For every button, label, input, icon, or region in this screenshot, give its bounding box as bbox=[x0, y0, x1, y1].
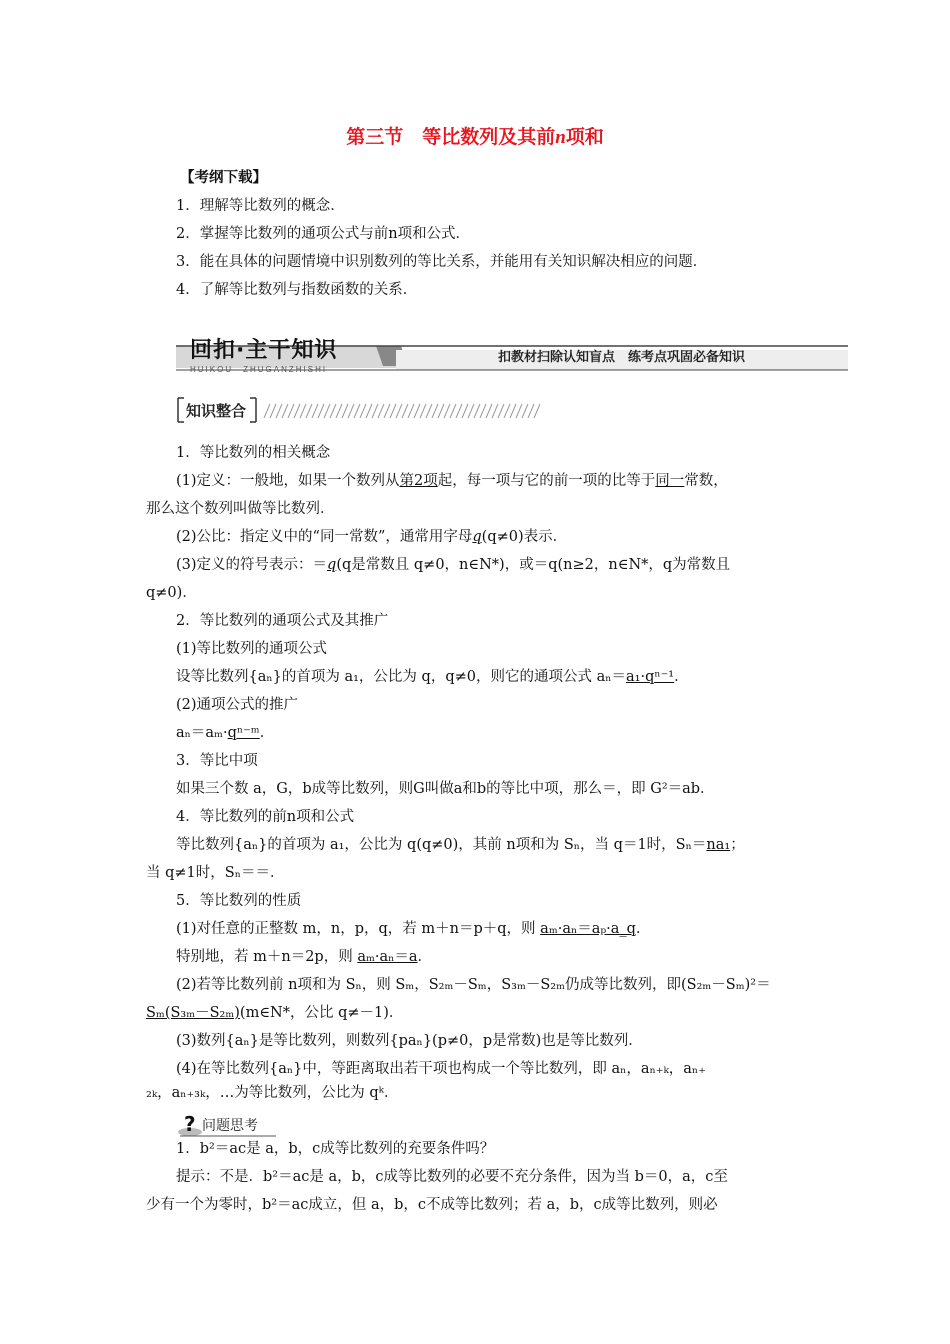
ratio-line bbox=[176, 527, 567, 547]
question-think-label bbox=[176, 1112, 286, 1142]
symbol-line-2: q≠0)． bbox=[146, 585, 197, 601]
outline-heading: 【考纲下载】 bbox=[180, 170, 267, 186]
general-term-blank: a₁·qⁿ⁻¹ bbox=[626, 669, 675, 685]
general-term-line bbox=[176, 667, 689, 687]
page-title bbox=[0, 122, 950, 149]
outline-item-2: 2．掌握等比数列的通项公式与前n项和公式． bbox=[176, 226, 471, 242]
def-line-2: 那么这个数列叫做等比数列． bbox=[146, 501, 335, 517]
property-1-special bbox=[176, 947, 432, 967]
section-4-heading: 4．等比数列的前n项和公式 bbox=[176, 809, 355, 825]
general-term-end: ． bbox=[674, 669, 689, 685]
def-text-b: 起，每一项与它的前一项的比等于 bbox=[437, 473, 656, 489]
knowledge-integration-label bbox=[176, 396, 546, 428]
property-1-text: (1)对任意的正整数 m，n，p，q，若 m＋n＝p＋q，则 bbox=[176, 921, 541, 937]
section-3-heading: 3．等比中项 bbox=[176, 753, 258, 769]
title-text-2: 项和 bbox=[565, 126, 604, 148]
svg-text:?: ? bbox=[184, 1112, 196, 1136]
property-2-end: (m∈N*，公比 q≠－1)． bbox=[239, 1005, 404, 1021]
question-1: 1．b²＝ac是 a，b，c成等比数列的充要条件吗？ bbox=[176, 1141, 495, 1157]
title-text-1: 第三节 等比数列及其前 bbox=[346, 126, 556, 148]
property-2-line-1: (2)若等比数列前 n项和为 Sₙ，则 Sₘ，S₂ₘ－Sₘ，S₃ₘ－S₂ₘ仍成等比数列，即(S₂ₘ－Sₘ)²＝ bbox=[176, 977, 771, 993]
extension-heading: (2)通项公式的推广 bbox=[176, 697, 299, 713]
extension-blank: qⁿ⁻ᵐ bbox=[227, 725, 260, 741]
property-1-special-end: ． bbox=[417, 949, 433, 965]
def-line-1 bbox=[176, 471, 728, 491]
property-1-end: ． bbox=[635, 921, 651, 937]
sum-blank: na₁ bbox=[706, 837, 731, 853]
ratio-text-b: (q≠0)表示． bbox=[481, 529, 568, 545]
outline-item-3: 3．能在具体的问题情境中识别数列的等比关系，并能用有关知识解决相应的问题． bbox=[176, 254, 708, 270]
def-blank-2: 同一 bbox=[655, 473, 685, 489]
extension-end: ． bbox=[259, 725, 275, 741]
symbol-text-a: (3)定义的符号表示：＝ bbox=[176, 557, 328, 573]
geometric-mean-line: 如果三个数 a，G，b成等比数列，则G叫做a和b的等比中项，那么＝，即 G²＝ab． bbox=[176, 781, 715, 797]
answer-1-line-2: 少有一个为零时，b²＝ac成立，但 a，b，c不成等比数列；若 a，b，c成等比数列，则必 bbox=[146, 1197, 718, 1213]
outline-item-4: 4．了解等比数列与指数函数的关系． bbox=[176, 282, 418, 298]
banner-subtitle: HUIKOU ZHUGANZHISHI bbox=[190, 365, 328, 374]
property-1-special-blank: aₘ·aₙ＝a bbox=[357, 949, 418, 965]
general-term-text: 设等比数列{aₙ}的首项为 a₁，公比为 q，q≠0，则它的通项公式 aₙ＝ bbox=[176, 669, 627, 685]
property-4-line-2: ₂ₖ，aₙ₊₃ₖ，…为等比数列，公比为 qᵏ． bbox=[146, 1085, 399, 1101]
banner-title: 回扣·主干知识 bbox=[190, 338, 338, 363]
sum-line-1 bbox=[176, 835, 745, 855]
question-think-text: 问题思考 bbox=[202, 1118, 258, 1134]
symbol-line-1 bbox=[176, 555, 730, 575]
answer-1-line-1: 提示：不是．b²＝ac是 a，b，c成等比数列的必要不充分条件，因为当 b＝0，a，c至 bbox=[176, 1169, 728, 1185]
banner-slogan: 扣教材扫除认知盲点 练考点巩固必备知识 bbox=[498, 350, 746, 365]
section-2-heading: 2．等比数列的通项公式及其推广 bbox=[176, 613, 389, 629]
outline-item-1: 1．理解等比数列的概念． bbox=[176, 198, 345, 214]
property-2-blank: Sₘ(S₃ₘ－S₂ₘ) bbox=[146, 1005, 240, 1021]
knowledge-integration-text: 知识整合 bbox=[186, 402, 247, 420]
sum-line-2: 当 q≠1时，Sₙ＝＝． bbox=[146, 865, 285, 881]
section-1-heading: 1．等比数列的相关概念 bbox=[176, 445, 331, 461]
general-term-heading: (1)等比数列的通项公式 bbox=[176, 641, 328, 657]
property-1-line bbox=[176, 919, 650, 939]
title-n: n bbox=[555, 127, 566, 148]
property-1-special-text: 特别地，若 m＋n＝2p，则 bbox=[176, 949, 358, 965]
ratio-text-a: (2)公比：指定义中的“同一常数”，通常用字母 bbox=[176, 529, 473, 545]
property-3-line: (3)数列{aₙ}是等比数列，则数列{paₙ}(p≠0，p是常数)也是等比数列． bbox=[176, 1033, 643, 1049]
def-text-a: (1)定义：一般地，如果一个数列从 bbox=[176, 473, 400, 489]
property-1-blank: aₘ·aₙ＝aₚ·a_q bbox=[540, 921, 636, 937]
section-5-heading: 5．等比数列的性质 bbox=[176, 893, 302, 909]
extension-line bbox=[176, 723, 274, 743]
ratio-blank: q bbox=[472, 529, 482, 545]
extension-text: aₙ＝aₘ· bbox=[176, 725, 228, 741]
symbol-text-b: (q是常数且 q≠0，n∈N*)，或＝q(n≥2，n∈N*，q为常数且 bbox=[336, 557, 731, 573]
property-2-line-2 bbox=[146, 1003, 403, 1023]
sum-text-b: ； bbox=[730, 837, 745, 853]
sum-text-a: 等比数列{aₙ}的首项为 a₁，公比为 q(q≠0)，其前 n项和为 Sₙ，当 q＝1时，Sₙ＝ bbox=[176, 837, 707, 853]
property-4-line-1: (4)在等比数列{aₙ}中，等距离取出若干项也构成一个等比数列，即 aₙ，aₙ₊ₖ，aₙ₊ bbox=[176, 1061, 706, 1077]
def-blank-1: 第2项 bbox=[399, 473, 438, 489]
symbol-blank: q bbox=[327, 557, 337, 573]
def-text-c: 常数， bbox=[684, 473, 728, 489]
